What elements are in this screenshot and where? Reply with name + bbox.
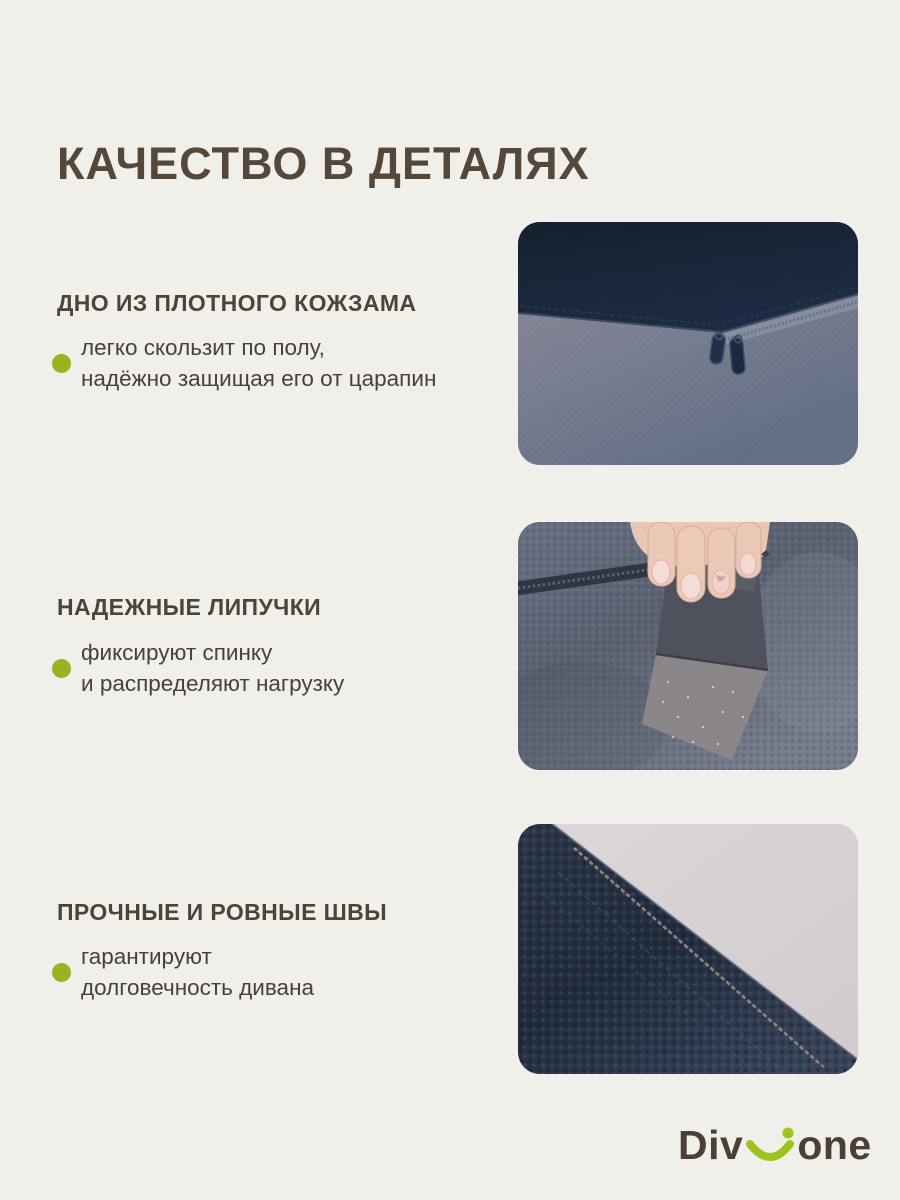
photo-eco-leather-bottom-illustration (518, 222, 858, 465)
bullet-line: фиксируют спинку (81, 640, 273, 665)
photo-seam-closeup-illustration (518, 824, 858, 1074)
bullet-dot-icon (52, 659, 71, 678)
bullet-line: гарантируют (81, 944, 212, 969)
feature-text-seams (81, 941, 314, 1003)
photo-seam-closeup (518, 824, 858, 1074)
brand-logo-text-suffix: one (797, 1122, 872, 1168)
feature-bullet-bottom (52, 332, 512, 394)
feature-bullet-velcro (52, 637, 512, 699)
page-title: КАЧЕСТВО В ДЕТАЛЯХ (57, 138, 590, 189)
bullet-line: долговечность дивана (81, 975, 315, 1000)
bullet-dot-icon (52, 963, 71, 982)
feature-text-bottom (81, 332, 436, 394)
feature-heading-bottom: ДНО ИЗ ПЛОТНОГО КОЖЗАМА (57, 290, 417, 316)
bullet-dot-icon (52, 354, 71, 373)
brand-logo-text-prefix: Div (678, 1122, 744, 1168)
feature-text-velcro (81, 637, 344, 699)
photo-eco-leather-bottom (518, 222, 858, 465)
photo-velcro-strap-illustration (518, 522, 858, 770)
feature-heading-seams: ПРОЧНЫЕ И РОВНЫЕ ШВЫ (57, 899, 388, 925)
bullet-line: и распределяют нагрузку (81, 671, 345, 696)
photo-velcro-strap (518, 522, 858, 770)
smile-icon (744, 1124, 796, 1170)
feature-heading-velcro: НАДЕЖНЫЕ ЛИПУЧКИ (57, 594, 322, 620)
bullet-line: надёжно защищая его от царапин (81, 366, 437, 391)
bullet-line: легко скользит по полу, (81, 335, 325, 360)
brand-logo (678, 1122, 872, 1170)
feature-bullet-seams (52, 941, 512, 1003)
